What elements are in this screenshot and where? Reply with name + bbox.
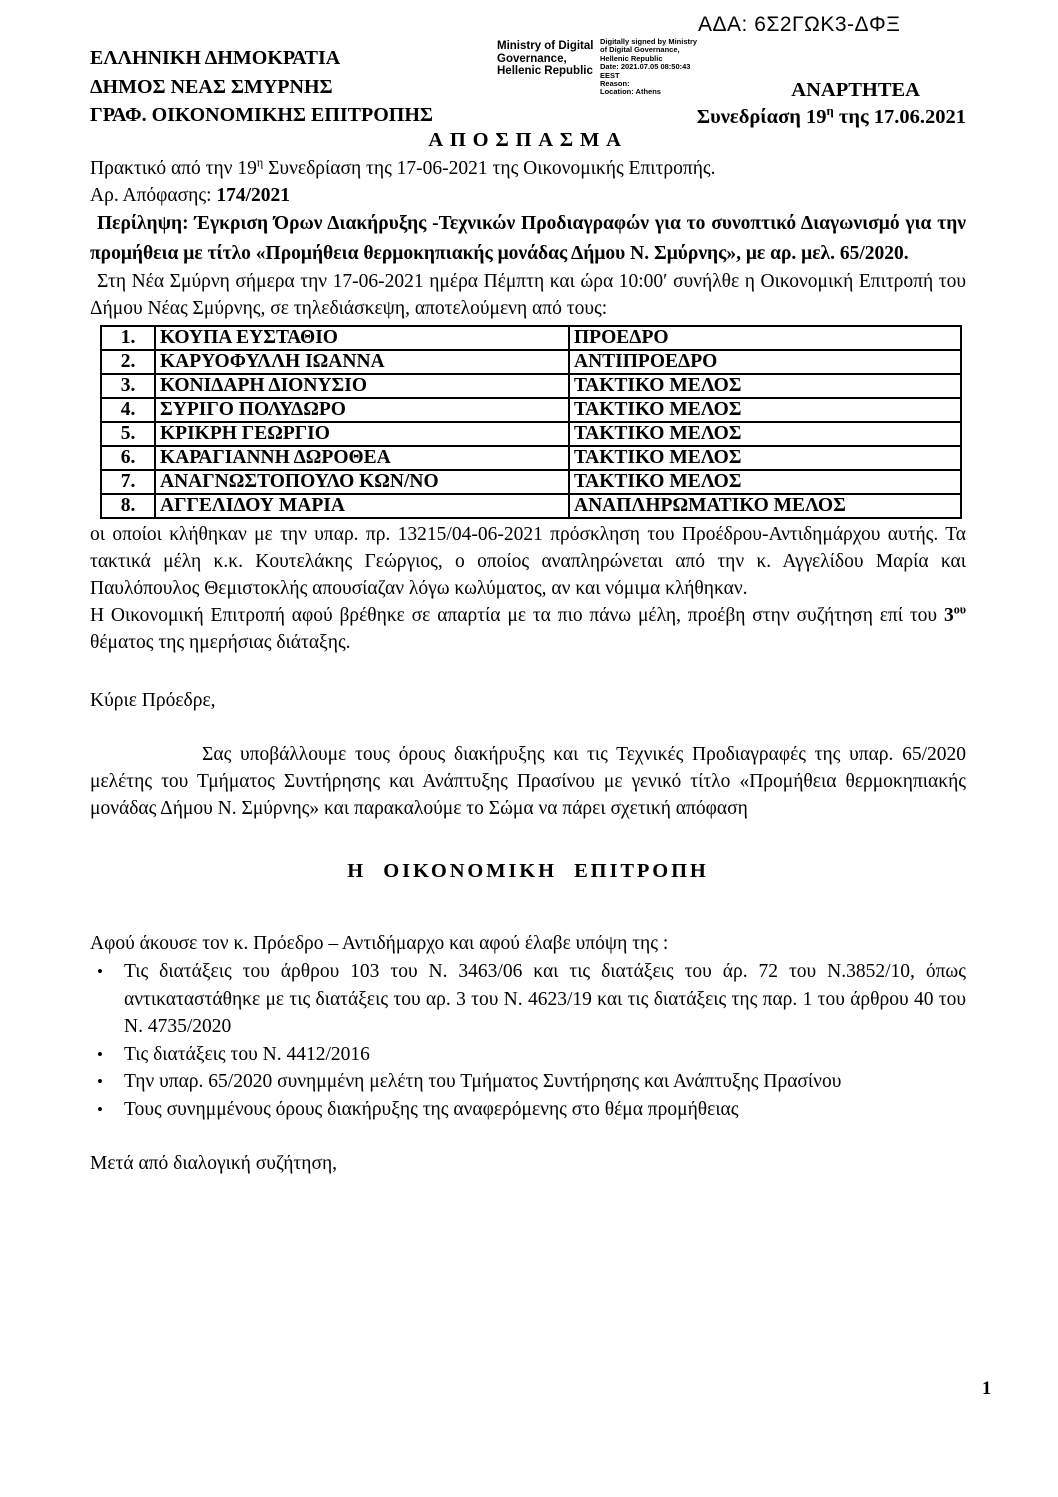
ada-code: ΑΔΑ: 6Σ2ΓΩΚ3-ΔΦΞ [698, 13, 901, 36]
member-role: ΤΑΚΤΙΚΟ ΜΕΛΟΣ [569, 374, 961, 398]
agenda-item-number [943, 602, 966, 626]
org-header [90, 44, 433, 130]
member-number: 7. [101, 470, 155, 494]
list-item [90, 958, 966, 1041]
bullet-icon: • [97, 962, 103, 981]
decision-number: 174/2021 [216, 185, 291, 206]
member-role: ΤΑΚΤΙΚΟ ΜΕΛΟΣ [569, 470, 961, 494]
signature-detail-line: Reason: [600, 79, 630, 89]
anartitea-label: ΑΝΑΡΤΗΤΕΑ [791, 79, 920, 101]
member-role: ΤΑΚΤΙΚΟ ΜΕΛΟΣ [569, 446, 961, 470]
list-item-text: Τους συνημμένους όρους διακήρυξης της αναφερόμενης στο θέμα προμήθειας [124, 1098, 739, 1120]
invitation-paragraph: οι οποίοι κλήθηκαν με την υπαρ. πρ. 13215/04-06-2021 πρόσκληση του Προέδρου-Αντιδημάρχου αυτής. Τα τακτικά μέλη κ.κ. Κουτελάκης Γεώργιος, ο οποίος αναπληρώνεται από την κ. Αγγελίδου Μαρία και Παυλόπουλος Θεμιστοκλής απουσίαζαν λόγω κωλύματος, αν και νόμιμα κλήθηκαν. [90, 524, 966, 599]
agenda-item-digit: 3 [943, 605, 954, 626]
member-name: ΚΑΡΑΓΙΑΝΝΗ ΔΩΡΟΘΕΑ [155, 446, 569, 470]
list-item [90, 1068, 966, 1096]
list-item-text: Τις διατάξεις του άρθρου 103 του Ν. 3463/06 και τις διατάξεις του άρ. 72 του Ν.3852/10, όπως αντικαταστάθηκε με τις διατάξεις του αρ. 3 του Ν. 4623/19 και τις διατάξεις της παρ. 1 του άρθρου 40 του Ν. 4735/2020 [124, 961, 966, 1037]
list-item-text: Την υπαρ. 65/2020 συνημμένη μελέτη του Τμήματος Συντήρησης και Ανάπτυξης Πρασίνου [124, 1071, 842, 1092]
member-number: 6. [101, 446, 155, 470]
list-item-text: Τις διατάξεις του Ν. 4412/2016 [124, 1043, 370, 1065]
member-role: ΑΝΤΙΠΡΟΕΔΡΟ [569, 350, 961, 374]
minutes-text: Πρακτικό από την 19 [90, 158, 257, 179]
decision-label: Αρ. Απόφασης: [90, 185, 217, 206]
minutes-ordinal-sup: η [256, 155, 264, 170]
member-role: ΤΑΚΤΙΚΟ ΜΕΛΟΣ [569, 422, 961, 446]
agenda-item-ordinal-sup: ου [953, 602, 966, 617]
signature-detail-line: Digitally signed by Ministry [600, 37, 698, 46]
signer-line: Ministry of Digital [497, 40, 594, 52]
member-role: ΠΡΟΕΔΡΟ [569, 326, 961, 350]
member-number: 4. [101, 398, 155, 422]
signature-detail-line: Location: Athens [600, 87, 661, 97]
quorum-text: θέματος της ημερήσιας διάταξης. [90, 632, 351, 653]
list-item [90, 1041, 966, 1069]
considerations-list [90, 958, 966, 1123]
summary-paragraph: Περίληψη: Έγκριση Όρων Διακήρυξης -Τεχνικών Προδιαγραφών για το συνοπτικό Διαγωνισμό για την προμήθεια με τίτλο «Προμήθεια θερμοκηπιακής μονάδας Δήμου Ν. Σμύρνης», με αρ. μελ. 65/2020. [90, 213, 966, 264]
table-row [101, 374, 961, 398]
org-line-municipality: ΔΗΜΟΣ ΝΕΑΣ ΣΜΥΡΝΗΣ [90, 75, 333, 98]
session-ordinal-sup: η [826, 104, 834, 119]
signer-line: Governance, [497, 52, 567, 65]
page-number: 1 [982, 1379, 992, 1399]
bullet-icon: • [97, 1072, 103, 1091]
signature-detail-line: Hellenic Republic [600, 53, 663, 63]
member-name: ΚΑΡΥΟΦΥΛΛΗ ΙΩΑΝΝΑ [155, 350, 569, 374]
table-row [101, 494, 961, 518]
list-item [90, 1096, 966, 1124]
table-row [101, 446, 961, 470]
quorum-paragraph [90, 602, 966, 656]
salutation-line: Κύριε Πρόεδρε, [90, 690, 216, 711]
table-row [101, 350, 961, 374]
committee-heading: Η ΟΙΚΟΝΟΜΙΚΗ ΕΠΙΤΡΟΠΗ [347, 860, 709, 882]
digital-signature-details [600, 38, 697, 97]
member-number: 1. [101, 326, 155, 350]
quorum-text: Η Οικονομική Επιτροπή αφού βρέθηκε σε απαρτία με τα πιο πάνω μέλη, προέβη στην συζήτηση επί του [90, 605, 944, 626]
minutes-line [90, 155, 966, 182]
session-text: της 17.06.2021 [833, 106, 966, 128]
signature-detail-line: Date: 2021.07.05 08:50:43 [600, 62, 691, 72]
session-text: Συνεδρίαση 19 [696, 106, 827, 128]
bullet-icon: • [97, 1044, 103, 1064]
header-right-block [697, 77, 966, 131]
minutes-text: Συνεδρίαση της 17-06-2021 της Οικονομικής Επιτροπής. [263, 158, 716, 179]
org-line-office: ΓΡΑΦ. ΟΙΚΟΝΟΜΙΚΗΣ ΕΠΙΤΡΟΠΗΣ [90, 104, 433, 126]
heard-line: Αφού άκουσε τον κ. Πρόεδρο – Αντιδήμαρχο και αφού έλαβε υπόψη της : [90, 933, 669, 954]
table-row [101, 470, 961, 494]
document-title: ΑΠΟΣΠΑΣΜΑ [428, 129, 628, 151]
signature-detail-line: of Digital Governance, [600, 45, 680, 55]
member-role: ΤΑΚΤΙΚΟ ΜΕΛΟΣ [569, 398, 961, 422]
member-number: 2. [101, 350, 155, 374]
signer-line: Hellenic Republic [497, 65, 593, 77]
member-name: ΚΟΝΙΔΑΡΗ ΔΙΟΝΥΣΙΟ [155, 374, 569, 398]
member-name: ΚΟΥΠΑ ΕΥΣΤΑΘΙΟ [155, 326, 569, 350]
member-role: ΑΝΑΠΛΗΡΩΜΑΤΙΚΟ ΜΕΛΟΣ [569, 494, 961, 518]
member-name: ΑΝΑΓΝΩΣΤΟΠΟΥΛΟ ΚΩΝ/ΝΟ [155, 470, 569, 494]
member-number: 5. [101, 422, 155, 446]
submission-paragraph: Σας υποβάλλουμε τους όρους διακήρυξης και τις Τεχνικές Προδιαγραφές της υπαρ. 65/2020 μελέτης του Τμήματος Συντήρησης και Ανάπτυξης Πρασίνου με γενικό τίτλο «Προμήθεια θερμοκηπιακής μονάδας Δήμου Ν. Σμύρνης» και παρακαλούμε το Σώμα να πάρει σχετική απόφαση [90, 744, 966, 819]
table-row [101, 326, 961, 350]
closing-line: Μετά από διαλογική συζήτηση, [90, 1153, 338, 1174]
member-name: ΑΓΓΕΛΙΔΟΥ ΜΑΡΙΑ [155, 494, 569, 518]
org-line-republic: ΕΛΛΗΝΙΚΗ ΔΗΜΟΚΡΑΤΙΑ [90, 47, 341, 69]
signature-detail-line: EEST [600, 70, 620, 80]
bullet-icon: • [97, 1099, 103, 1119]
member-number: 3. [101, 374, 155, 398]
document-body [90, 127, 966, 1177]
decision-number-line [90, 182, 966, 209]
member-name: ΚΡΙΚΡΗ ΓΕΩΡΓΙΟ [155, 422, 569, 446]
convening-paragraph: Στη Νέα Σμύρνη σήμερα την 17-06-2021 ημέρα Πέμπτη και ώρα 10:00′ συνήλθε η Οικονομική Επιτροπή του Δήμου Νέας Σμύρνης, σε τηλεδιάσκεψη, αποτελούμενη από τους: [90, 271, 966, 319]
member-name: ΣΥΡΙΓΟ ΠΟΛΥΔΩΡΟ [155, 398, 569, 422]
member-number: 8. [101, 494, 155, 518]
digital-signature-signer [497, 40, 593, 78]
table-row [101, 422, 961, 446]
members-table [100, 325, 962, 519]
table-row [101, 398, 961, 422]
